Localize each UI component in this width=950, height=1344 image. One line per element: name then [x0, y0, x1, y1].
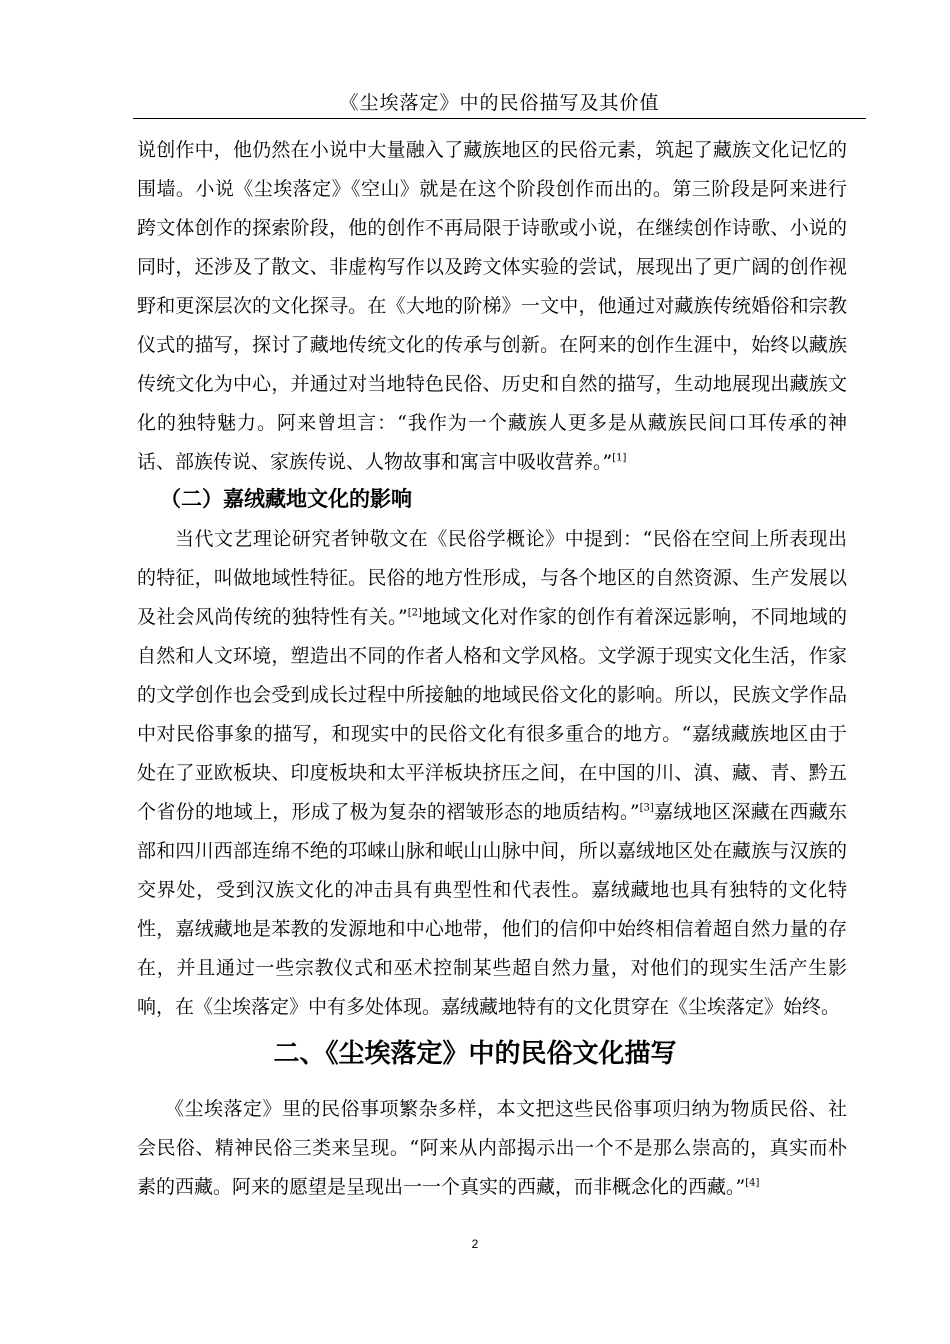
header-divider [133, 118, 866, 119]
running-header-title: 《尘埃落定》中的民俗描写及其价值 [339, 92, 660, 114]
body-paragraph-1 [137, 131, 847, 482]
paragraph-text: 嘉绒地区深藏在西藏东部和四川西部连绵不绝的邛崃山脉和岷山山脉中间，所以嘉绒地区处在藏族与汉族的交界处，受到汉族文化的冲击具有典型性和代表性。嘉绒藏地也具有独特的文化特性，嘉绒藏地是苯教的发源地和中心地带，他们的信仰中始终相信着超自然力量的存在，并且通过一些宗教仪式和巫术控制某些超自然力量，对他们的现实生活产生影响，在《尘埃落定》中有多处体现。嘉绒藏地特有的文化贯穿在《尘埃落定》始终。 [137, 801, 847, 1018]
subsection-heading: （二）嘉绒藏地文化的影响 [160, 487, 412, 511]
citation-3: [3] [639, 802, 654, 814]
paragraph-text: 《尘埃落定》里的民俗事项繁杂多样，本文把这些民俗事项归纳为物质民俗、社会民俗、精神民俗三类来呈现。“阿来从内部揭示出一个不是那么崇高的，真实而朴素的西藏。阿来的愿望是呈现出一一个真实的西藏，而非概念化的西藏。” [137, 1098, 847, 1198]
section-heading: 二、《尘埃落定》中的民俗文化描写 [273, 1039, 677, 1069]
citation-1: [1] [612, 452, 627, 464]
page-number: 2 [471, 1237, 479, 1251]
body-paragraph-2 [137, 520, 847, 1027]
paragraph-text: 说创作中，他仍然在小说中大量融入了藏族地区的民俗元素，筑起了藏族文化记忆的围墙。小说《尘埃落定》《空山》就是在这个阶段创作而出的。第三阶段是阿来进行跨文体创作的探索阶段，他的创作不再局限于诗歌或小说，在继续创作诗歌、小说的同时，还涉及了散文、非虚构写作以及跨文体实验的尝试，展现出了更广阔的创作视野和更深层次的文化探寻。在《大地的阶梯》一文中，他通过对藏族传统婚俗和宗教仪式的描写，探讨了藏地传统文化的传承与创新。在阿来的创作生涯中，始终以藏族传统文化为中心，并通过对当地特色民俗、历史和自然的描写，生动地展现出藏族文化的独特魅力。阿来曾坦言：“我作为一个藏族人更多是从藏族民间口耳传承的神话、部族传说、家族传说、人物故事和寓言中吸收营养。” [137, 139, 847, 473]
paragraph-text: 地域文化对作家的创作有着深远影响，不同地域的自然和人文环境，塑造出不同的作者人格和文学风格。文学源于现实文化生活，作家的文学创作也会受到成长过程中所接触的地域民俗文化的影响。所以，民族文学作品中对民俗事象的描写，和现实中的民俗文化有很多重合的地方。“嘉绒藏族地区由于处在了亚欧板块、印度板块和太平洋板块挤压之间，在中国的川、滇、藏、青、黔五个省份的地域上，形成了极为复杂的褶皱形态的地质结构。” [137, 606, 847, 823]
body-paragraph-3 [137, 1090, 847, 1207]
citation-4: [4] [745, 1177, 760, 1189]
citation-2: [2] [407, 607, 422, 619]
paragraph-text: 当代文艺理论研究者钟敬文在《民俗学概论》中提到：“民俗在空间上所表现出的特征，叫做地域性特征。民俗的地方性形成，与各个地区的自然资源、生产发展以及社会风尚传统的独特性有关。” [137, 528, 847, 628]
